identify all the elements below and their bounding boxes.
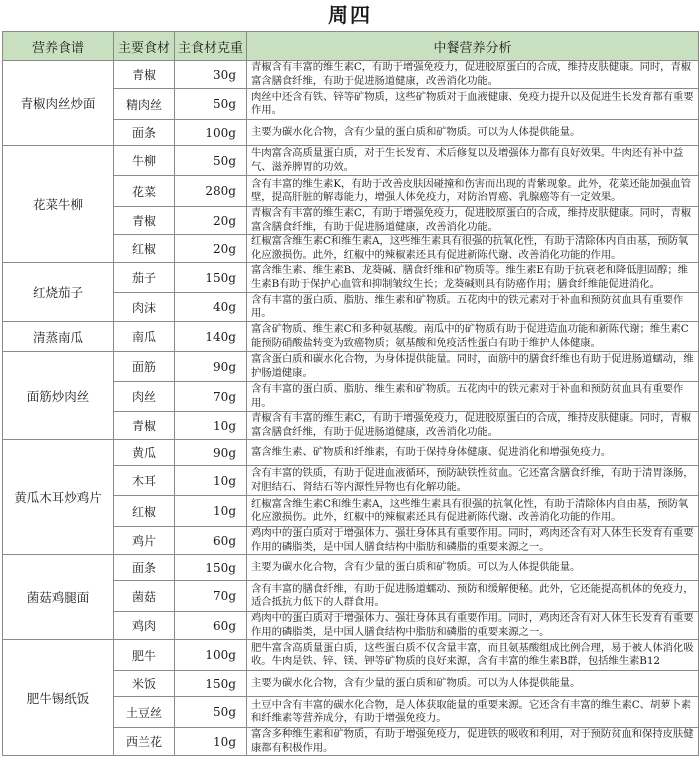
- analysis-cell: 含有丰富的膳食纤维，有助于促进肠道蠕动、预防和缓解便秘。此外，它还能提高机体的免疫力，适合抵抗力低下的人群食用。: [247, 581, 699, 612]
- ingredient-cell: 面条: [114, 120, 175, 146]
- analysis-cell: 富含矿物质、维生素C和多种氨基酸。南瓜中的矿物质有助于促进造血功能和新陈代谢；维生素C能预防硝酸盐转变为致癌物质；氨基酸和免疫活性蛋白有助于维护人体健康。: [247, 322, 699, 352]
- ingredient-cell: 木耳: [114, 466, 175, 496]
- analysis-cell: 青椒含有丰富的维生素C，有助于增强免疫力，促进胶原蛋白的合成，维持皮肤健康。同时，青椒富含膳食纤维，有助于促进肠道健康，改善消化功能。: [247, 207, 699, 235]
- analysis-cell: 含有丰富的蛋白质、脂肪、维生素和矿物质。五花肉中的铁元素对于补血和预防贫血具有重要作用。: [247, 293, 699, 322]
- ingredient-cell: 鸡肉: [114, 612, 175, 640]
- ingredient-cell: 面筋: [114, 352, 175, 382]
- ingredient-cell: 牛柳: [114, 146, 175, 176]
- dish-name: 菌菇鸡腿面: [3, 555, 114, 640]
- weight-cell: 70g: [175, 581, 247, 612]
- weight-cell: 150g: [175, 671, 247, 697]
- weight-cell: 30g: [175, 61, 247, 89]
- header-analysis: 中餐营养分析: [247, 32, 699, 61]
- header-ingredient: 主要食材: [114, 32, 175, 61]
- weight-cell: 50g: [175, 89, 247, 120]
- nutrition-table: [2, 31, 699, 756]
- weight-cell: 100g: [175, 640, 247, 671]
- analysis-cell: 青椒含有丰富的维生素C，有助于增强免疫力，促进胶原蛋白的合成，维持皮肤健康。同时，青椒富含膳食纤维，有助于促进肠道健康，改善消化功能。: [247, 61, 699, 89]
- analysis-cell: 含有丰富的维生素K，有助于改善皮肤因碰撞和伤害而出现的青紫现象。此外，花菜还能加强血管壁，提高肝脏的解毒能力，增强人体免疫力，对防治胃癌、乳腺癌等有一定效果。: [247, 176, 699, 207]
- weight-cell: 50g: [175, 697, 247, 728]
- table-row: [3, 555, 699, 581]
- weight-cell: 20g: [175, 207, 247, 235]
- ingredient-cell: 鸡片: [114, 527, 175, 555]
- ingredient-cell: 南瓜: [114, 322, 175, 352]
- weight-cell: 60g: [175, 527, 247, 555]
- ingredient-cell: 青椒: [114, 412, 175, 440]
- table-row: [3, 61, 699, 89]
- dish-name: 红烧茄子: [3, 263, 114, 322]
- analysis-cell: 富含维生素、矿物质和纤维素，有助于保持身体健康、促进消化和增强免疫力。: [247, 440, 699, 466]
- analysis-cell: 鸡肉中的蛋白质对于增强体力、强壮身体具有重要作用。同时，鸡肉还含有对人体生长发育有重要作用的磷脂类，是中国人膳食结构中脂肪和磷脂的重要来源之一。: [247, 527, 699, 555]
- ingredient-cell: 花菜: [114, 176, 175, 207]
- table-header-row: [3, 32, 699, 61]
- table-row: [3, 263, 699, 293]
- ingredient-cell: 西兰花: [114, 728, 175, 756]
- ingredient-cell: 肥牛: [114, 640, 175, 671]
- analysis-cell: 含有丰富的蛋白质、脂肪、维生素和矿物质。五花肉中的铁元素对于补血和预防贫血具有重要作用。: [247, 382, 699, 412]
- weight-cell: 10g: [175, 728, 247, 756]
- ingredient-cell: 青椒: [114, 207, 175, 235]
- weight-cell: 140g: [175, 322, 247, 352]
- analysis-cell: 红椒富含维生素C和维生素A，这些维生素具有很强的抗氧化性，有助于清除体内自由基，预防氧化应激损伤。此外，红椒中的辣椒素还具有促进新陈代谢、改善消化功能的作用。: [247, 496, 699, 527]
- dish-name: 清蒸南瓜: [3, 322, 114, 352]
- weight-cell: 60g: [175, 612, 247, 640]
- analysis-cell: 鸡肉中的蛋白质对于增强体力、强壮身体具有重要作用。同时，鸡肉还含有对人体生长发育有重要作用的磷脂类，是中国人膳食结构中脂肪和磷脂的重要来源之一。: [247, 612, 699, 640]
- ingredient-cell: 菌菇: [114, 581, 175, 612]
- ingredient-cell: 黄瓜: [114, 440, 175, 466]
- page-title: 周四: [328, 3, 372, 27]
- analysis-cell: 土豆中含有丰富的碳水化合物，是人体获取能量的重要来源。它还含有丰富的维生素C、胡萝卜素和纤维素等营养成分，有助于增强免疫力。: [247, 697, 699, 728]
- weight-cell: 280g: [175, 176, 247, 207]
- ingredient-cell: 精肉丝: [114, 89, 175, 120]
- weight-cell: 90g: [175, 440, 247, 466]
- table-row: [3, 146, 699, 176]
- ingredient-cell: 茄子: [114, 263, 175, 293]
- header-recipe: 营养食谱: [3, 32, 114, 61]
- weight-cell: 100g: [175, 120, 247, 146]
- dish-name: 花菜牛柳: [3, 146, 114, 263]
- weight-cell: 20g: [175, 235, 247, 263]
- table-row: [3, 640, 699, 671]
- ingredient-cell: 米饭: [114, 671, 175, 697]
- dish-name: 面筋炒肉丝: [3, 352, 114, 440]
- analysis-cell: 肥牛富含高质量蛋白质，这些蛋白质不仅含量丰富，而且氨基酸组成比例合理，易于被人体消化吸收。牛肉是铁、锌、镁、钾等矿物质的良好来源，含有丰富的维生素B群，包括维生素B12: [247, 640, 699, 671]
- analysis-cell: 富含维生素、维生素B、龙葵碱、膳食纤维和矿物质等。维生素E有助于抗衰老和降低胆固醇；维生素B有助于保护心血管和抑制皱纹生长；龙葵碱则具有防癌作用；膳食纤维能促进消化。: [247, 263, 699, 293]
- analysis-cell: 含有丰富的铁质，有助于促进血液循环，预防缺铁性贫血。它还富含膳食纤维，有助于清胃涤肠，对胆结石、肾结石等内源性异物也有化解功能。: [247, 466, 699, 496]
- weight-cell: 50g: [175, 146, 247, 176]
- weight-cell: 150g: [175, 263, 247, 293]
- ingredient-cell: 肉沫: [114, 293, 175, 322]
- weight-cell: 10g: [175, 466, 247, 496]
- weight-cell: 150g: [175, 555, 247, 581]
- weight-cell: 90g: [175, 352, 247, 382]
- weight-cell: 10g: [175, 412, 247, 440]
- table-row: [3, 322, 699, 352]
- table-row: [3, 352, 699, 382]
- table-body: [3, 61, 699, 756]
- ingredient-cell: 土豆丝: [114, 697, 175, 728]
- dish-name: 青椒肉丝炒面: [3, 61, 114, 146]
- weight-cell: 70g: [175, 382, 247, 412]
- dish-name: 肥牛锡纸饭: [3, 640, 114, 756]
- ingredient-cell: 面条: [114, 555, 175, 581]
- ingredient-cell: 青椒: [114, 61, 175, 89]
- header-weight: 主食材克重: [175, 32, 247, 61]
- analysis-cell: 富含蛋白质和碳水化合物，为身体提供能量。同时，面筋中的膳食纤维也有助于促进肠道蠕动，维护肠道健康。: [247, 352, 699, 382]
- analysis-cell: 青椒含有丰富的维生素C，有助于增强免疫力，促进胶原蛋白的合成，维持皮肤健康。同时，青椒富含膳食纤维，有助于促进肠道健康，改善消化功能。: [247, 412, 699, 440]
- weight-cell: 10g: [175, 496, 247, 527]
- analysis-cell: 富含多种维生素和矿物质，有助于增强免疫力，促进铁的吸收和利用，对于预防贫血和保持皮肤健康都有积极作用。: [247, 728, 699, 756]
- analysis-cell: 牛肉富含高质量蛋白质，对于生长发育、术后修复以及增强体力都有良好效果。牛肉还有补中益气、滋养脾胃的功效。: [247, 146, 699, 176]
- analysis-cell: 主要为碳水化合物，含有少量的蛋白质和矿物质。可以为人体提供能量。: [247, 671, 699, 697]
- weight-cell: 40g: [175, 293, 247, 322]
- dish-name: 黄瓜木耳炒鸡片: [3, 440, 114, 555]
- analysis-cell: 红椒富含维生素C和维生素A，这些维生素具有很强的抗氧化性，有助于清除体内自由基，预防氧化应激损伤。此外，红椒中的辣椒素还具有促进新陈代谢、改善消化功能的作用。: [247, 235, 699, 263]
- analysis-cell: 肉丝中还含有铁、锌等矿物质，这些矿物质对于血液健康、免疫力提升以及促进生长发育都有重要作用。: [247, 89, 699, 120]
- ingredient-cell: 肉丝: [114, 382, 175, 412]
- analysis-cell: 主要为碳水化合物，含有少量的蛋白质和矿物质。可以为人体提供能量。: [247, 555, 699, 581]
- analysis-cell: 主要为碳水化合物，含有少量的蛋白质和矿物质。可以为人体提供能量。: [247, 120, 699, 146]
- ingredient-cell: 红椒: [114, 496, 175, 527]
- ingredient-cell: 红椒: [114, 235, 175, 263]
- table-row: [3, 440, 699, 466]
